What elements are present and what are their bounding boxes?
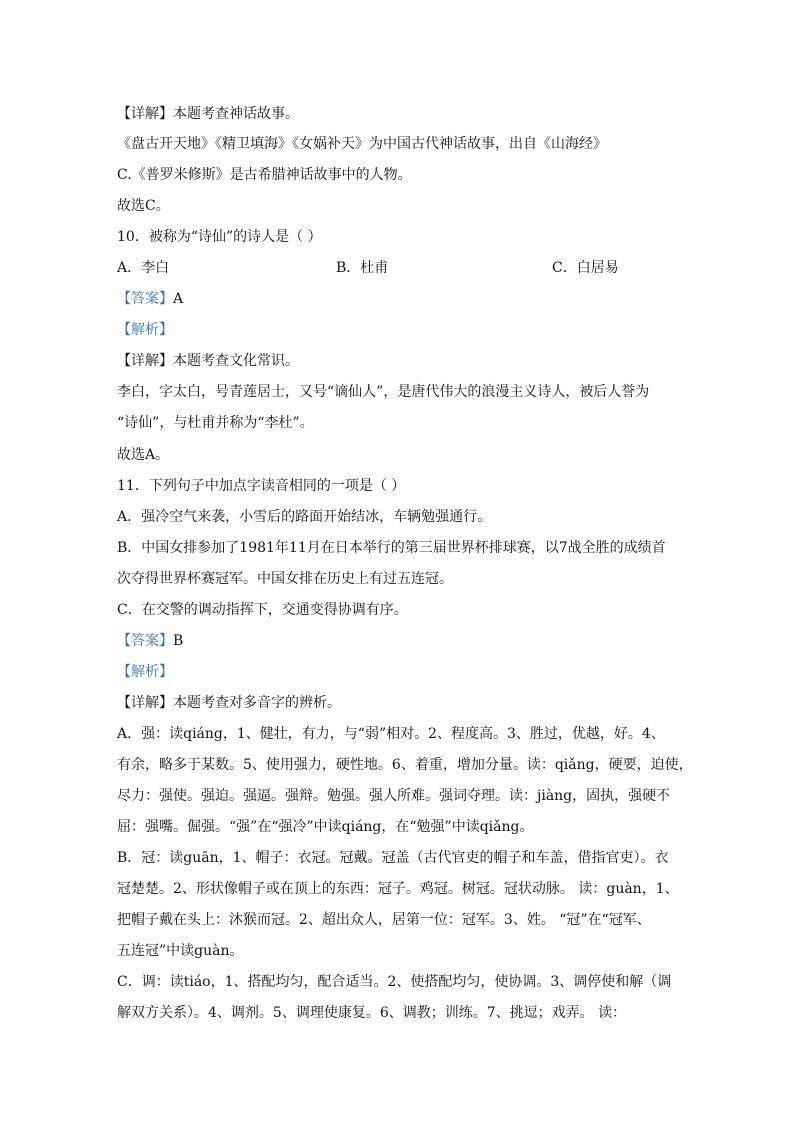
- q11-c-line-1: C．调：读tiáo，1、搭配均匀，配合适当。2、使搭配均匀，使协调。3、调停使和解（调: [117, 974, 672, 990]
- q11-analysis-label: 【解析】: [117, 664, 173, 680]
- q10-analysis-label: 【解析】: [117, 322, 173, 338]
- q11-answer: [117, 631, 183, 651]
- q11-option-b-line-1: B．中国女排参加了1981年11月在日本举行的第三届世界杯排球赛，以7战全胜的成绩首: [117, 540, 666, 556]
- q11-option-c: C．在交警的调动指挥下，交通变得协调有序。: [117, 602, 408, 618]
- q11-detail: 【详解】本题考查对多音字的辨析。: [117, 695, 341, 711]
- q10-option-b: B．杜甫: [336, 260, 389, 276]
- q10-answer: [117, 289, 183, 309]
- q11-a-line-3: 尽力：强使。强迫。强逼。强辩。勉强。强人所难。强词夺理。读：jiàng，固执，强硬不: [117, 788, 671, 804]
- q11-a-line-4: 屈：强嘴。倔强。“强”在“强冷”中读qiáng，在“勉强”中读qiǎng。: [117, 819, 534, 835]
- q11-b-line-2: 冠楚楚。2、形状像帽子或在顶上的东西：冠子。鸡冠。树冠。冠状动脉。 读：guàn，1、: [117, 881, 679, 897]
- q10-detail: 【详解】本题考查文化常识。: [117, 353, 299, 369]
- q9-choice: 故选C。: [117, 198, 170, 214]
- q10-body-line-2: “诗仙”，与杜甫并称为“李杜”。: [117, 415, 314, 431]
- q9-explanation-line: 《盘古开天地》《精卫填海》《女娲补天》为中国古代神话故事，出自《山海经》: [117, 136, 607, 152]
- q9-explanation-line-c: C.《普罗米修斯》是古希腊神话故事中的人物。: [117, 167, 412, 183]
- q11-option-b-line-2: 次夺得世界杯赛冠军。中国女排在历史上有过五连冠。: [117, 571, 453, 587]
- q11-question: 11．下列句子中加点字读音相同的一项是（ ）: [117, 478, 406, 494]
- q11-b-line-1: B．冠：读guān，1、帽子：衣冠。冠戴。冠盖（古代官吏的帽子和车盖，借指官吏）。衣: [117, 850, 669, 866]
- q11-a-line-1: A．强：读qiáng，1、健壮，有力，与“弱”相对。2、程度高。3、胜过，优越，好。4、: [117, 726, 665, 742]
- q10-question: 10．被称为“诗仙”的诗人是（ ）: [117, 229, 322, 245]
- answer-value: B: [173, 633, 184, 649]
- q11-c-line-2: 解双方关系）。4、调剂。5、调理使康复。6、调教；训练。7、挑逗；戏弄。 读：: [117, 1005, 627, 1021]
- answer-label: 【答案】: [117, 291, 173, 307]
- q10-body-line-1: 李白，字太白，号青莲居士，又号“谪仙人”，是唐代伟大的浪漫主义诗人，被后人誉为: [117, 384, 650, 400]
- q10-option-c: C．白居易: [552, 260, 619, 276]
- q9-detail-line: 【详解】本题考查神话故事。: [117, 106, 299, 122]
- q11-option-a: A．强冷空气来袭，小雪后的路面开始结冰，车辆勉强通行。: [117, 509, 492, 525]
- q11-a-line-2: 有余，略多于某数。5、使用强力，硬性地。6、着重，增加分量。读：qiǎng，硬要，迫使，: [117, 757, 693, 773]
- q11-b-line-4: 五连冠”中读guàn。: [117, 943, 244, 959]
- q10-choice: 故选A。: [117, 447, 170, 463]
- answer-value: A: [173, 291, 184, 307]
- q11-b-line-3: 把帽子戴在头上：沐猴而冠。2、超出众人，居第一位：冠军。3、姓。 “冠”在“冠军、: [117, 912, 651, 928]
- answer-label: 【答案】: [117, 633, 173, 649]
- q10-option-a: A．李白: [117, 260, 170, 276]
